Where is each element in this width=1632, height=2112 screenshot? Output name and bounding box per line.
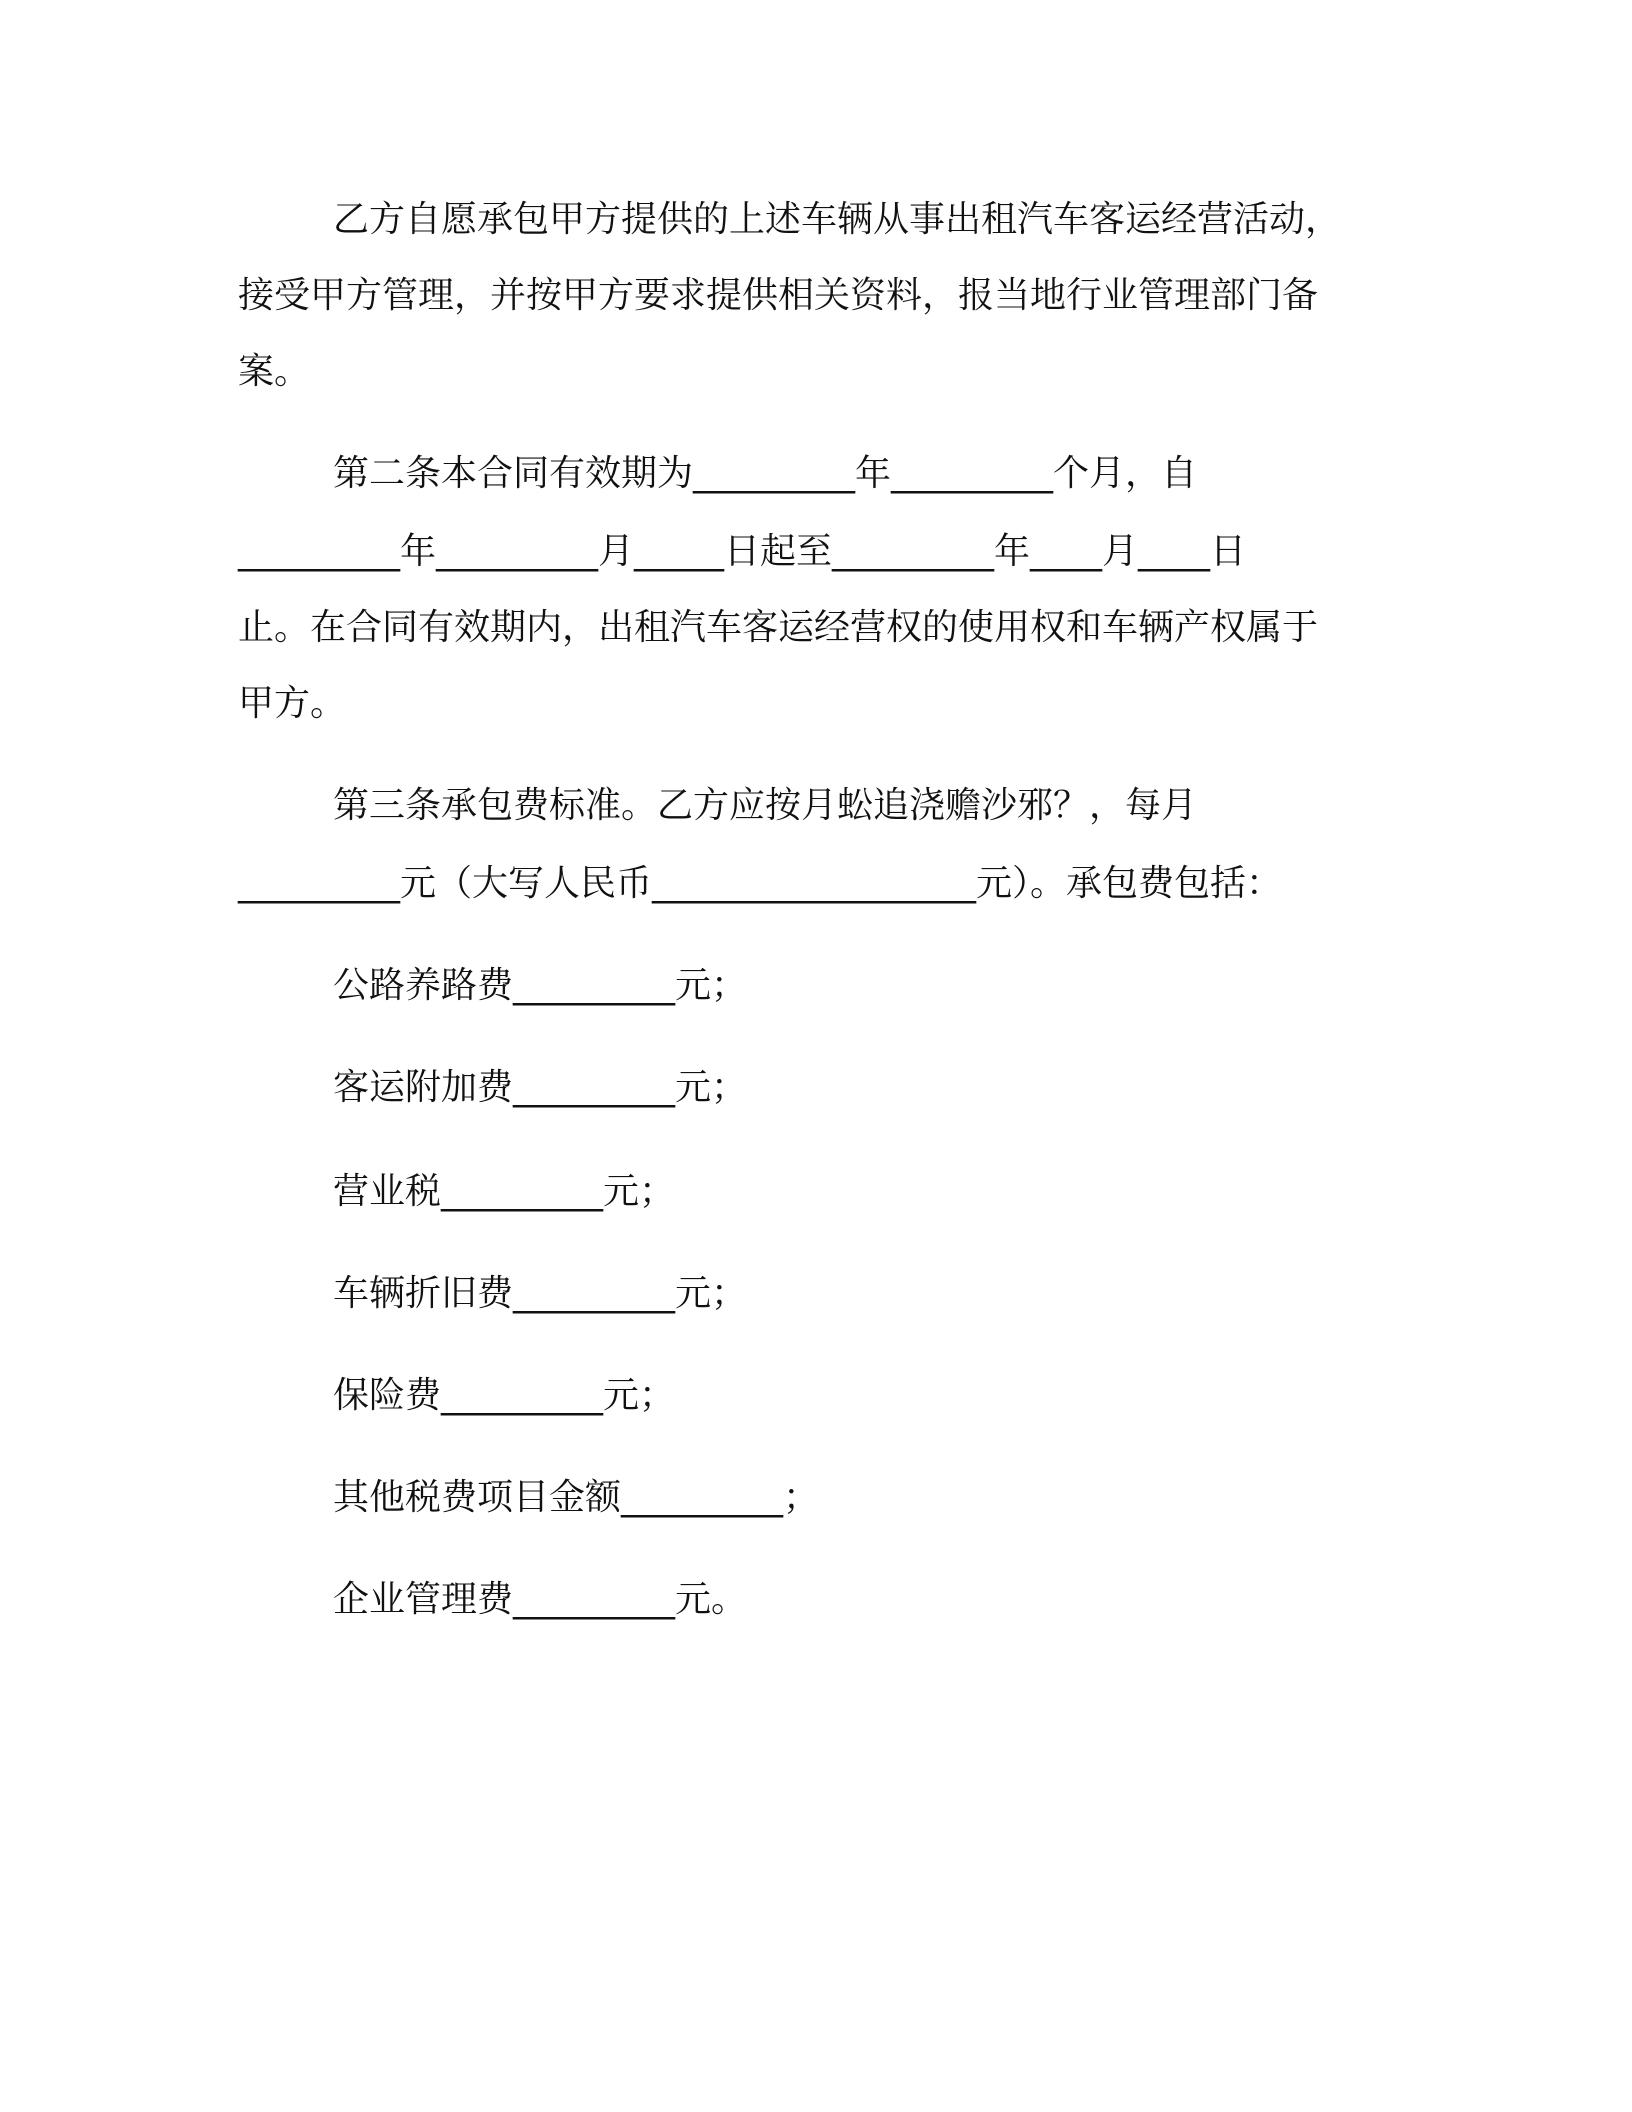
clause-2-line-2: _________年_________月_____日起至_________年____月____日	[238, 531, 1247, 572]
clause-2-line-3: 止。在合同有效期内，出租汽车客运经营权的使用权和车辆产权属于	[238, 607, 1319, 648]
clause-1-line-1: 乙方自愿承包甲方提供的上述车辆从事出租汽车客运经营活动，	[333, 199, 1342, 240]
clause-2-line-1: 第二条本合同有效期为_________年_________个月，自	[333, 453, 1198, 494]
clause-3-line-1: 第三条承包费标准。乙方应按月蚣追浇赡沙邪？，每月	[333, 785, 1198, 826]
fee-item-road-maintenance: 公路养路费_________元；	[333, 965, 748, 1006]
fee-item-vehicle-depreciation: 车辆折旧费_________元；	[333, 1273, 748, 1314]
fee-item-passenger-surcharge: 客运附加费_________元；	[333, 1067, 748, 1108]
fee-item-management: 企业管理费_________元。	[333, 1579, 748, 1620]
clause-3-line-2: _________元（大写人民币__________________元）。承包费包括：	[238, 863, 1283, 904]
clause-2-line-4: 甲方。	[238, 683, 347, 724]
fee-item-business-tax: 营业税_________元；	[333, 1171, 676, 1212]
clause-1-line-3: 案。	[238, 351, 311, 392]
clause-1-line-2: 接受甲方管理，并按甲方要求提供相关资料，报当地行业管理部门备	[238, 275, 1319, 316]
fee-item-other-taxes: 其他税费项目金额_________；	[333, 1477, 820, 1518]
fee-item-insurance: 保险费_________元；	[333, 1375, 676, 1416]
